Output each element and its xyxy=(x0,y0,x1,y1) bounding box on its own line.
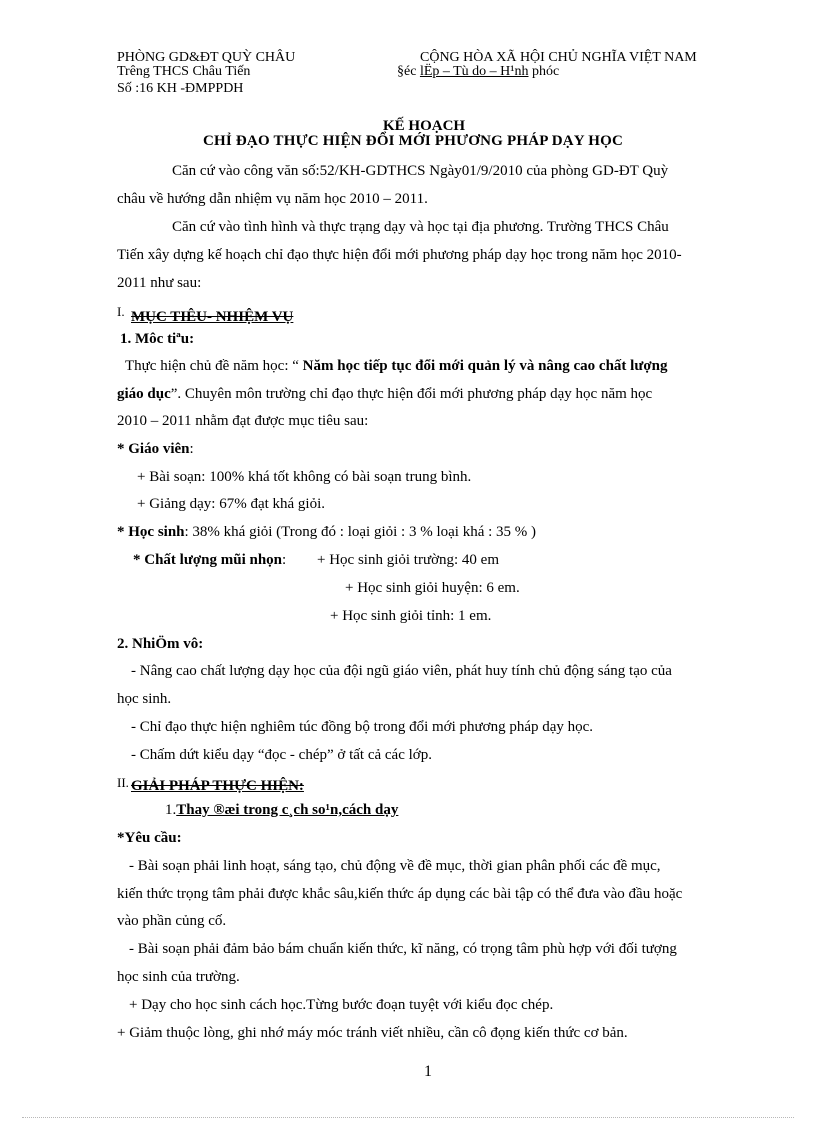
section1-numeral: I. xyxy=(117,304,125,319)
task-2: - Chỉ đạo thực hiện nghiêm túc đồng bộ trong đổi mới phương pháp dạy học. xyxy=(131,719,594,735)
goal-line1 xyxy=(125,358,667,375)
document-number: Số :16 KH -ĐMPPDH xyxy=(117,81,244,96)
goal-prefix: Thực hiện chủ đề năm học: “ xyxy=(125,358,303,374)
intro-p1-line1: Căn cứ vào công văn số:52/KH-GDTHCS Ngày01/9/2010 của phòng GD-ĐT Quỳ xyxy=(172,163,669,179)
section2-sub1 xyxy=(165,802,398,819)
goal-rest: ”. Chuyên môn trường chỉ đạo thực hiện đổi mới phương pháp dạy học năm học xyxy=(170,386,653,402)
goal-theme-end: giáo dục xyxy=(117,386,171,402)
goal-line3: 2010 – 2011 nhằm đạt được mục tiêu sau: xyxy=(117,413,369,429)
spearhead-label xyxy=(133,552,286,569)
teacher-label xyxy=(117,441,194,458)
spearhead-target-3: + Học sinh giỏi tỉnh: 1 em. xyxy=(330,608,492,624)
task-1-line1: - Nâng cao chất lượng dạy học của đội ngũ giáo viên, phát huy tính chủ động sáng tạo của xyxy=(131,663,672,679)
teacher-target-1: + Bài soạn: 100% khá tốt không có bài soạn trung bình. xyxy=(137,469,472,485)
teacher-label-text: * Giáo viên xyxy=(117,441,190,457)
req-4: + Giảm thuộc lòng, ghi nhớ máy móc tránh viết nhiều, cần cô đọng kiến thức cơ bản. xyxy=(117,1025,628,1041)
task-3: - Chấm dứt kiểu dạy “đọc - chép” ở tất cả các lớp. xyxy=(131,747,432,763)
goal-line2 xyxy=(117,386,652,403)
spearhead-target-2: + Học sinh giỏi huyện: 6 em. xyxy=(345,580,520,596)
section2-sub1-text: Thay ®æi trong c¸ch so¹n,cách dạy xyxy=(176,802,399,818)
section2-numeral: II. xyxy=(117,775,129,790)
req-1-line1: - Bài soạn phải linh hoạt, sáng tạo, chủ động về đề mục, thời gian phân phối các đề mục, xyxy=(129,858,661,874)
section1-sub2: 2. NhiÖm vô: xyxy=(117,636,204,652)
req-1-line2: kiến thức trọng tâm phải được khắc sâu,kiến thức áp dụng các bài tập có thể đưa vào đầu hoặc xyxy=(117,886,683,902)
student-text: : 38% khá giỏi (Trong đó : loại giỏi : 3 % loại khá : 35 % ) xyxy=(184,524,537,540)
national-motto xyxy=(397,64,559,80)
req-2-line2: học sinh của trường. xyxy=(117,969,240,985)
plan-title: KẾ HOẠCH xyxy=(383,118,466,134)
intro-p2-line1: Căn cứ vào tình hình và thực trạng dạy và học tại địa phương. Trường THCS Châu xyxy=(172,219,669,235)
section2-heading: GIẢI PHÁP THỰC HIỆN: xyxy=(131,778,304,794)
intro-p2-line3: 2011 như sau: xyxy=(117,275,202,291)
req-3: + Dạy cho học sinh cách học.Từng bước đoạn tuyệt với kiểu đọc chép. xyxy=(129,997,554,1013)
teacher-target-2: + Giảng dạy: 67% đạt khá giỏi. xyxy=(137,496,326,512)
spearhead-colon: : xyxy=(282,552,287,568)
plan-subtitle: CHỈ ĐẠO THỰC HIỆN ĐỔI MỚI PHƯƠNG PHÁP DẠY HỌC xyxy=(203,133,623,149)
spearhead-label-text: * Chất lượng mũi nhọn xyxy=(133,552,283,568)
student-target xyxy=(117,524,536,541)
task-1-line2: học sinh. xyxy=(117,691,172,707)
teacher-label-colon: : xyxy=(189,441,194,457)
student-label: * Học sinh xyxy=(117,524,185,540)
motto-underlined: lËp – Tù do – H¹nh xyxy=(419,64,529,79)
national-title: CỘNG HÒA XÃ HỘI CHỦ NGHĨA VIỆT NAM xyxy=(420,50,697,65)
motto-prefix: §éc xyxy=(397,64,420,79)
section1-heading: MỤC TIÊU- NHIỆM VỤ xyxy=(131,309,294,325)
goal-theme: Năm học tiếp tục đổi mới quản lý và nâng cao chất lượng xyxy=(302,358,668,374)
section2-sub1-number: 1. xyxy=(165,802,177,818)
spearhead-target-1: + Học sinh giỏi trường: 40 em xyxy=(317,552,500,568)
intro-p1-line2: châu về hướng dẫn nhiệm vụ năm học 2010 – 2011. xyxy=(117,191,428,207)
school-name: Trêng THCS Châu Tiến xyxy=(117,64,251,79)
section1-sub1: 1. Môc tiªu: xyxy=(120,331,195,347)
page-bottom-divider xyxy=(22,1117,794,1118)
req-2-line1: - Bài soạn phải đảm bảo bám chuẩn kiến thức, kĩ năng, có trọng tâm phù hợp với đối tượng xyxy=(129,941,677,957)
motto-suffix: phóc xyxy=(528,64,560,79)
page-number: 1 xyxy=(424,1063,432,1080)
requirements-label: *Yêu cầu: xyxy=(117,830,182,846)
req-1-line3: vào phần củng cố. xyxy=(117,913,227,929)
department-name: PHÒNG GD&ĐT QUỲ CHÂU xyxy=(117,50,296,65)
intro-p2-line2: Tiến xây dựng kế hoạch chỉ đạo thực hiện đổi mới phương pháp dạy học trong năm học 2010- xyxy=(117,247,682,263)
